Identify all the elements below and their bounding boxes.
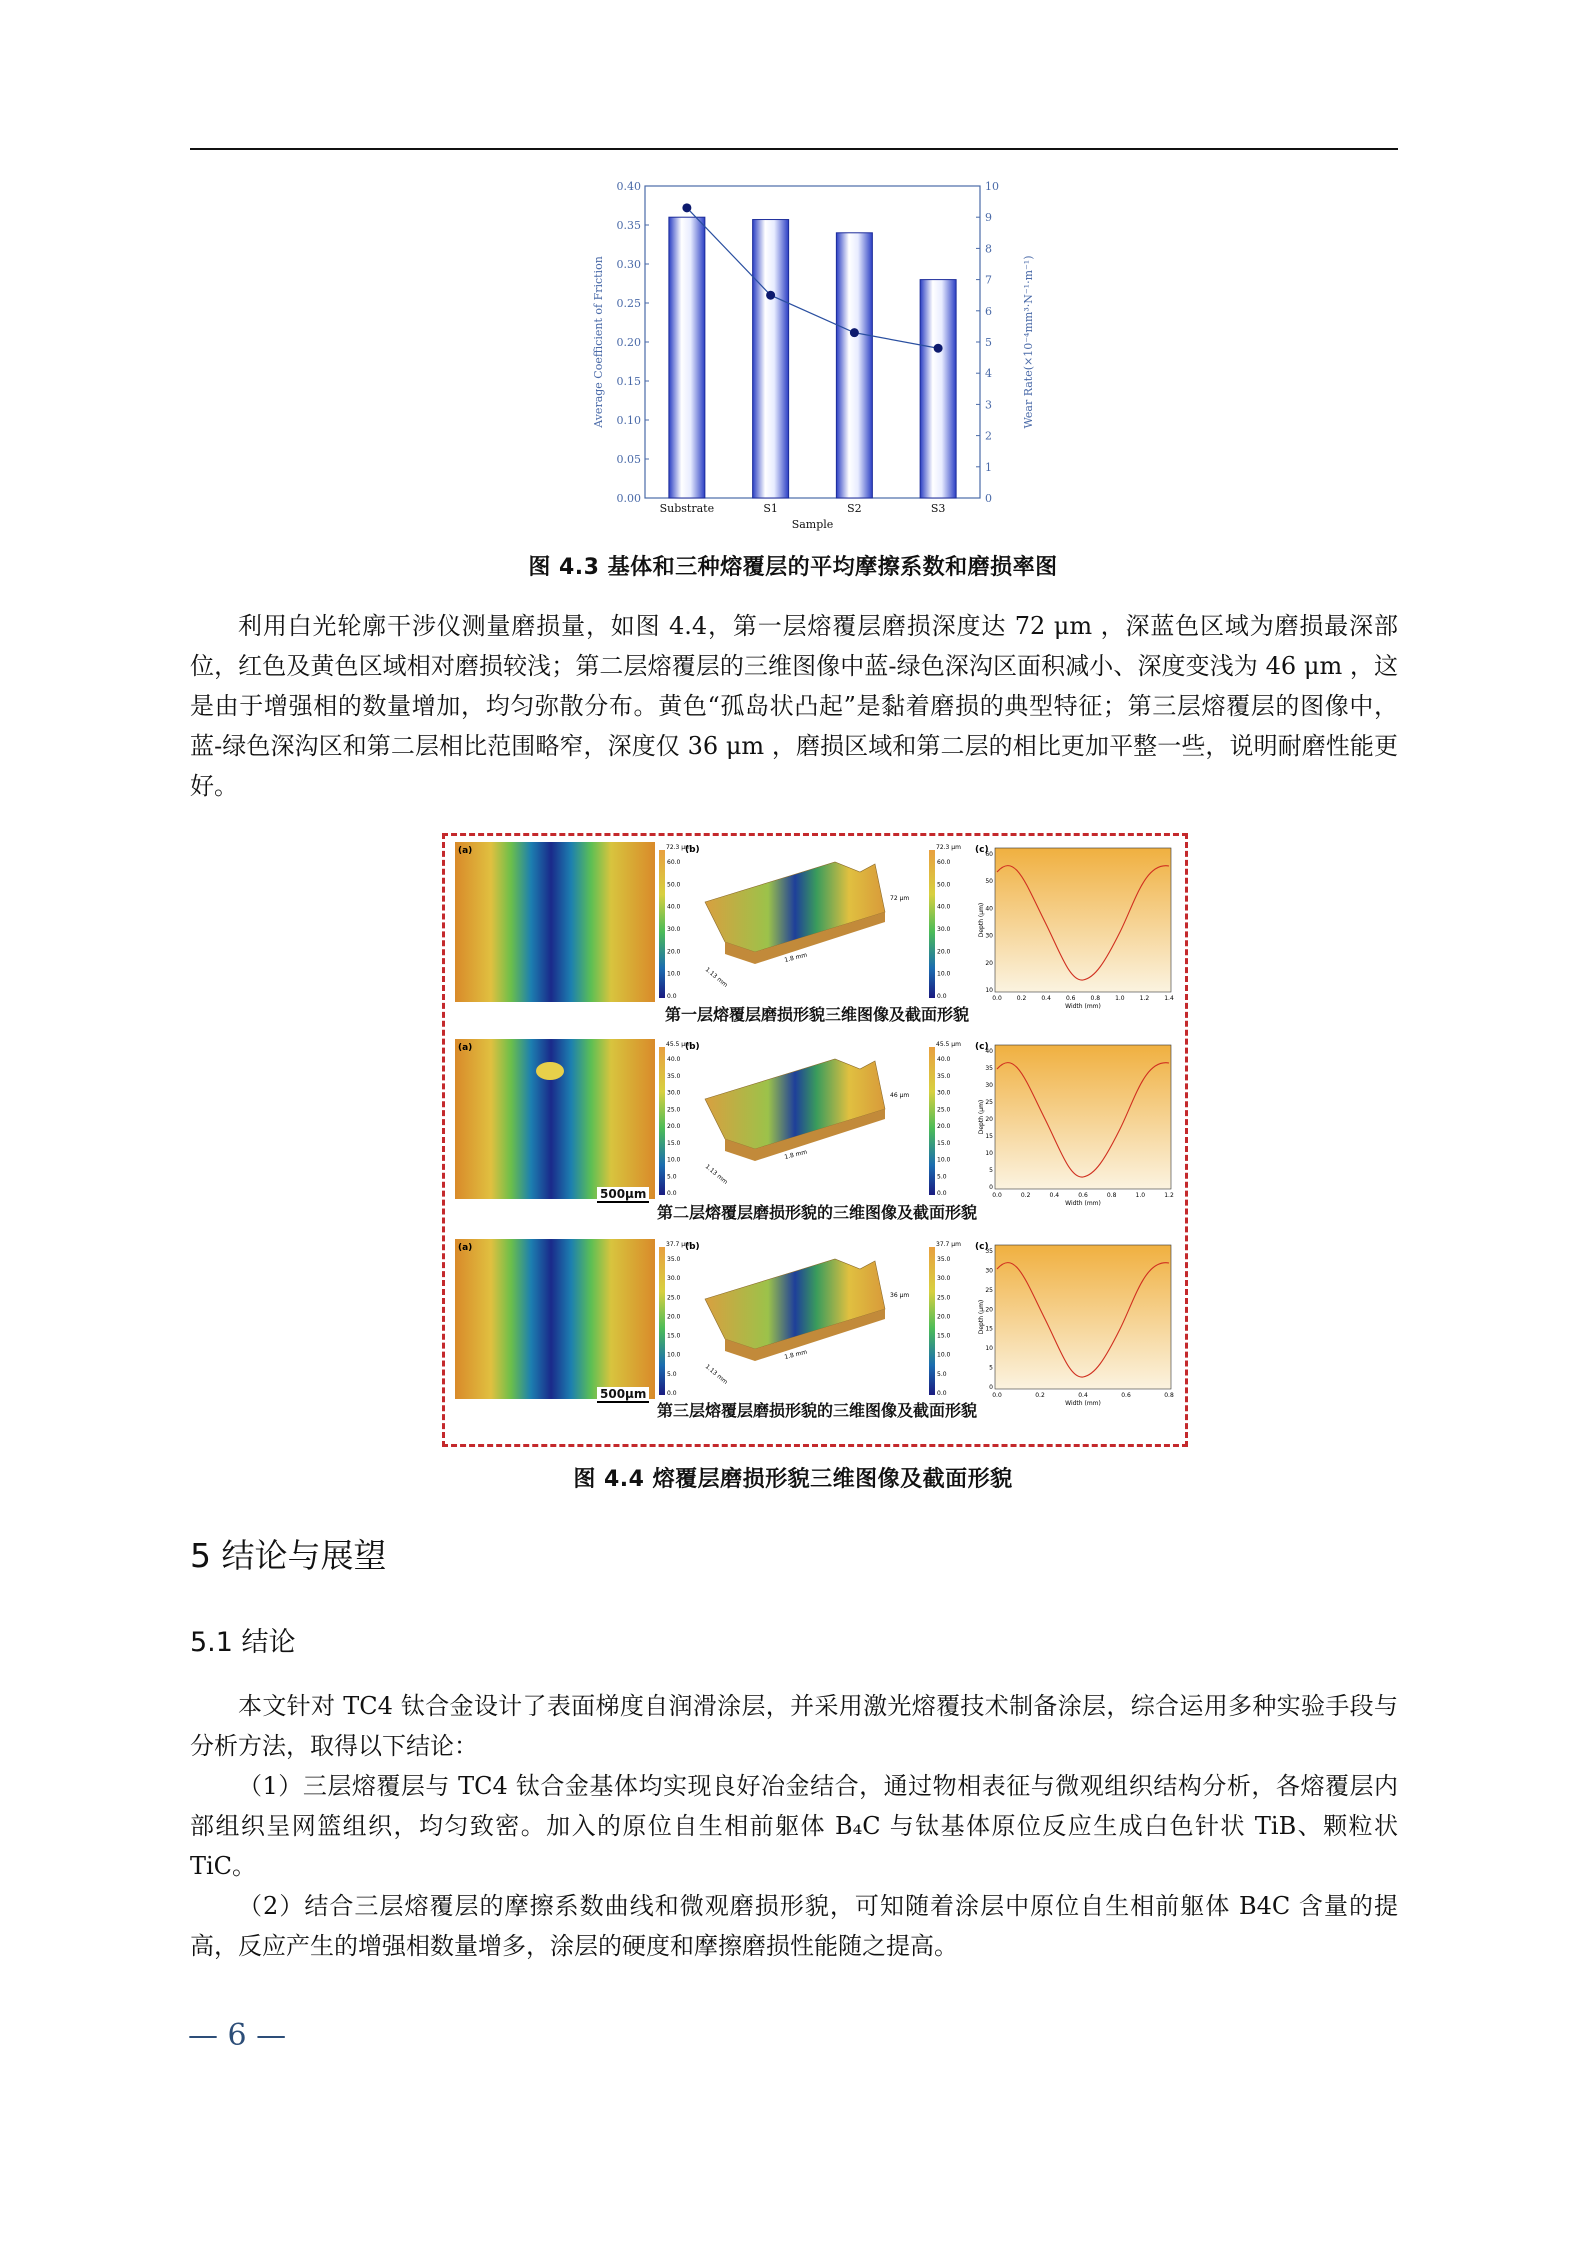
profile-y-label: Depth (μm) xyxy=(978,902,985,938)
wear-3d-1 xyxy=(685,842,925,1002)
colorbar-tick: 10.0 xyxy=(937,970,951,978)
y-tick-label: 0.20 xyxy=(616,336,641,349)
colorbar-tick: 35.0 xyxy=(667,1072,681,1080)
colorbar-max: 45.5 μm xyxy=(936,1041,961,1048)
y-tick-label: 0.15 xyxy=(616,375,641,388)
colorbar-tick: 40.0 xyxy=(937,1056,951,1063)
axis-label-y: 1.13 mm xyxy=(703,1363,729,1386)
wear-3d-3 xyxy=(685,1239,925,1399)
profile-x-tick: 0.6 xyxy=(1065,995,1076,1002)
wear-rate-point-s3 xyxy=(934,344,943,353)
colorbar-tick: 0.0 xyxy=(667,1190,677,1197)
axis-label-x: 1.8 mm xyxy=(783,1148,808,1161)
colorbar-tick: 50.0 xyxy=(937,881,951,889)
wear-morphology-figure xyxy=(442,833,1188,1447)
panel-label-a: (a) xyxy=(458,1243,473,1253)
colorbar-tick: 10.0 xyxy=(937,1156,951,1164)
profile-y-tick: 5 xyxy=(989,1167,993,1174)
profile-x-tick: 0.8 xyxy=(1164,1392,1174,1399)
x-tick-label: S2 xyxy=(847,502,862,515)
colorbar-tick: 0.0 xyxy=(937,1390,947,1397)
wear-rate-point-substrate xyxy=(682,203,691,212)
conclusion-body xyxy=(190,1686,1398,1966)
colorbar-tick: 5.0 xyxy=(937,1173,947,1181)
z-label: 46 μm xyxy=(890,1092,910,1099)
profile-y-tick: 10 xyxy=(985,1345,993,1353)
profile-x-tick: 0.0 xyxy=(992,995,1002,1002)
colorbar-3d-3 xyxy=(927,1239,967,1399)
colorbar-max: 72.3 μm xyxy=(666,844,691,851)
panel-label-b: (b) xyxy=(685,845,700,855)
profile-y-tick: 5 xyxy=(989,1364,993,1372)
wear-surface xyxy=(705,1259,885,1349)
colorbar-tick: 25.0 xyxy=(937,1106,951,1114)
x-tick-label: S3 xyxy=(930,502,946,515)
colorbar-tick: 0.0 xyxy=(667,1390,677,1397)
y-tick-label: 0.40 xyxy=(616,180,641,193)
colorbar-tick: 25.0 xyxy=(667,1294,681,1302)
colorbar-tick: 15.0 xyxy=(937,1139,951,1147)
profile-x-tick: 0.4 xyxy=(1078,1392,1088,1399)
colorbar-tick: 20.0 xyxy=(667,1313,681,1321)
axis-label-x: 1.8 mm xyxy=(783,951,808,964)
profile-x-tick: 0.2 xyxy=(1020,1192,1031,1199)
colorbar-tick: 20.0 xyxy=(937,1123,951,1130)
bar-s2 xyxy=(836,233,872,498)
profile-x-tick: 0.8 xyxy=(1090,995,1101,1002)
map-image xyxy=(455,842,655,1002)
profile-x-tick: 0.8 xyxy=(1106,1192,1117,1199)
colorbar-tick: 30.0 xyxy=(667,1275,681,1283)
profile-y-label: Depth (μm) xyxy=(978,1099,985,1135)
row-caption-3: 第三层熔覆层磨损形貌的三维图像及截面形貌 xyxy=(656,1401,977,1420)
profile-x-tick: 0.2 xyxy=(1035,1392,1045,1399)
profile-x-tick: 0.0 xyxy=(992,1392,1002,1399)
colorbar-max: 72.3 μm xyxy=(936,844,961,851)
colorbar-tick: 30.0 xyxy=(937,1089,951,1097)
colorbar-tick: 15.0 xyxy=(937,1332,951,1340)
panel-label-a: (a) xyxy=(458,846,473,856)
colorbar-tick: 15.0 xyxy=(667,1332,681,1340)
colorbar-tick: 5.0 xyxy=(937,1370,947,1378)
colorbar-tick: 20.0 xyxy=(937,1313,951,1321)
y2-tick-label: 1 xyxy=(985,460,992,474)
map-image xyxy=(455,1239,655,1399)
colorbar-scale xyxy=(929,1247,935,1395)
bar-s3 xyxy=(920,280,956,498)
colorbar-tick: 35.0 xyxy=(937,1256,951,1263)
wear-row-3 xyxy=(455,1239,1179,1420)
profile-y-tick: 10 xyxy=(985,987,993,994)
wear-surface xyxy=(705,862,885,952)
y2-tick-label: 4 xyxy=(985,367,992,381)
colorbar-tick: 10.0 xyxy=(667,970,681,978)
figure-4-3-caption: 图 4.3 基体和三种熔覆层的平均摩擦系数和磨损率图 xyxy=(528,555,1058,580)
wear-3d-2 xyxy=(685,1039,925,1199)
colorbar-tick: 20.0 xyxy=(667,948,681,956)
colorbar-tick: 60.0 xyxy=(667,859,681,866)
z-label: 72 μm xyxy=(890,895,910,902)
profile-x-tick: 1.0 xyxy=(1115,995,1125,1002)
profile-y-tick: 40 xyxy=(985,1048,993,1055)
panel-label-b: (b) xyxy=(685,1242,700,1252)
profile-x-tick: 1.2 xyxy=(1139,995,1150,1002)
x-tick-label: Substrate xyxy=(659,502,715,515)
y2-tick-label: 5 xyxy=(985,336,992,349)
profile-y-tick: 30 xyxy=(985,1082,993,1089)
colorbar-tick: 30.0 xyxy=(667,1089,681,1097)
profile-y-label: Depth (μm) xyxy=(978,1299,985,1335)
wear-row-2 xyxy=(455,1039,1179,1222)
colorbar-scale xyxy=(659,1047,665,1195)
bar-substrate xyxy=(669,217,705,498)
colorbar-scale xyxy=(929,850,935,998)
panel-label-c: (c) xyxy=(975,845,989,855)
wear-rate-point-s2 xyxy=(850,328,859,337)
y-tick-label: 0.35 xyxy=(616,219,641,232)
subsection-heading-5-1: 5.1 结论 xyxy=(190,1627,296,1658)
y2-tick-label: 3 xyxy=(985,398,992,412)
panel-label-b: (b) xyxy=(685,1042,700,1052)
profile-x-tick: 0.4 xyxy=(1049,1192,1060,1199)
axis-label-x: 1.8 mm xyxy=(783,1348,808,1361)
axis-label-y: 1.13 mm xyxy=(703,1163,729,1186)
y-tick-label: 0.25 xyxy=(616,297,641,310)
conclusion-item-2: （2）结合三层熔覆层的摩擦系数曲线和微观磨损形貌，可知随着涂层中原位自生相前躯体 B4C 含量的提高，反应产生的增强相数量增多，涂层的硬度和摩擦磨损性能随之提高。 xyxy=(190,1892,1398,1960)
x-tick-label: S1 xyxy=(763,502,778,515)
colorbar-tick: 0.0 xyxy=(937,993,947,1000)
profile-y-tick: 40 xyxy=(985,905,993,913)
colorbar-tick: 10.0 xyxy=(937,1351,951,1359)
profile-y-tick: 15 xyxy=(985,1325,993,1333)
colorbar-tick: 0.0 xyxy=(937,1190,947,1197)
y2-tick-label: 10 xyxy=(985,180,999,193)
y2-tick-label: 9 xyxy=(985,211,992,225)
page-number: — 6 — xyxy=(188,2018,287,2053)
colorbar-tick: 15.0 xyxy=(667,1139,681,1147)
conclusion-item-1: （1）三层熔覆层与 TC4 钛合金基体均实现良好冶金结合，通过物相表征与微观组织结构分析，各熔覆层内部组织呈网篮组织，均匀致密。加入的原位自生相前躯体 B₄C 与钛基体原位反应生成白色针状 TiB、颗粒状 TiC。 xyxy=(190,1772,1398,1880)
profile-y-tick: 30 xyxy=(985,1267,993,1275)
colorbar-tick: 30.0 xyxy=(667,926,681,933)
panel-label-a: (a) xyxy=(458,1043,473,1053)
profile-plot-area xyxy=(995,848,1171,992)
colorbar-tick: 10.0 xyxy=(667,1351,681,1359)
profile-x-tick: 1.2 xyxy=(1164,1192,1174,1199)
profile-plot-area xyxy=(995,1245,1171,1389)
scale-bar: 500μm xyxy=(597,1187,649,1203)
depth-profile-3 xyxy=(975,1239,1175,1409)
depth-profile-1 xyxy=(975,842,1175,1012)
colorbar-tick: 30.0 xyxy=(937,1275,951,1283)
y2-tick-label: 6 xyxy=(985,304,992,318)
depth-profile-2 xyxy=(975,1039,1175,1209)
y-tick-label: 0.30 xyxy=(616,258,641,271)
profile-y-tick: 30 xyxy=(985,932,993,940)
y2-tick-label: 2 xyxy=(985,429,992,443)
profile-x-tick: 0.2 xyxy=(1016,995,1027,1002)
colorbar-scale xyxy=(929,1047,935,1195)
profile-x-tick: 0.6 xyxy=(1078,1192,1088,1199)
colorbar-max: 37.7 μm xyxy=(936,1241,961,1248)
colorbar-tick: 0.0 xyxy=(667,993,677,1000)
profile-y-tick: 50 xyxy=(985,878,993,886)
profile-x-tick: 0.6 xyxy=(1121,1392,1131,1399)
y-tick-label: 0.05 xyxy=(616,453,641,466)
colorbar-max: 37.7 μm xyxy=(666,1241,691,1248)
colorbar-tick: 50.0 xyxy=(667,881,681,889)
profile-y-tick: 20 xyxy=(985,959,993,967)
colorbar-tick: 25.0 xyxy=(937,1294,951,1302)
adhesion-island xyxy=(536,1062,564,1080)
row-caption-2: 第二层熔覆层磨损形貌的三维图像及截面形貌 xyxy=(656,1203,977,1222)
wear-row-1 xyxy=(455,842,1179,1024)
colorbar-scale xyxy=(659,1247,665,1395)
colorbar-tick: 40.0 xyxy=(667,903,681,911)
wear-map-2 xyxy=(455,1039,655,1199)
colorbar-tick: 5.0 xyxy=(667,1370,677,1378)
colorbar-scale xyxy=(659,850,665,998)
colorbar-max: 45.5 μm xyxy=(666,1041,691,1048)
colorbar-tick: 40.0 xyxy=(667,1056,681,1063)
conclusion-intro: 本文针对 TC4 钛合金设计了表面梯度自润滑涂层，并采用激光熔覆技术制备涂层，综合运用多种实验手段与分析方法，取得以下结论： xyxy=(190,1692,1398,1760)
profile-x-tick: 1.0 xyxy=(1135,1192,1146,1199)
panel-label-c: (c) xyxy=(975,1242,989,1252)
y2-tick-label: 7 xyxy=(985,273,992,287)
bar-s1 xyxy=(753,220,789,498)
section-heading-5: 5 结论与展望 xyxy=(190,1536,387,1575)
profile-x-label: Width (mm) xyxy=(1065,1003,1101,1010)
colorbar-tick: 5.0 xyxy=(667,1173,677,1181)
colorbar-tick: 35.0 xyxy=(667,1256,681,1263)
profile-y-tick: 25 xyxy=(985,1286,993,1294)
figure-4-4-caption: 图 4.4 熔覆层磨损形貌三维图像及截面形貌 xyxy=(573,1467,1013,1492)
colorbar-tick: 20.0 xyxy=(667,1123,681,1130)
z-label: 36 μm xyxy=(890,1292,910,1299)
y2-tick-label: 0 xyxy=(985,492,992,505)
profile-y-tick: 0 xyxy=(989,1384,993,1391)
profile-y-tick: 60 xyxy=(985,851,993,858)
colorbar-tick: 30.0 xyxy=(937,926,951,933)
profile-x-tick: 0.0 xyxy=(992,1192,1002,1199)
wear-map-3 xyxy=(455,1239,655,1399)
colorbar-tick: 35.0 xyxy=(937,1072,951,1080)
profile-y-tick: 0 xyxy=(989,1184,993,1191)
colorbar-tick: 20.0 xyxy=(937,948,951,956)
row-caption-1: 第一层熔覆层磨损形貌三维图像及截面形貌 xyxy=(664,1005,969,1024)
x-axis-label: Sample xyxy=(791,518,834,531)
profile-x-tick: 0.4 xyxy=(1041,995,1051,1002)
profile-x-tick: 1.4 xyxy=(1164,995,1174,1002)
profile-plot-area xyxy=(995,1045,1171,1189)
wear-surface xyxy=(705,1059,885,1149)
y2-tick-label: 8 xyxy=(985,242,992,256)
profile-y-tick: 35 xyxy=(985,1248,993,1255)
y-tick-label: 0.10 xyxy=(616,414,641,427)
axis-label-y: 1.13 mm xyxy=(703,966,729,989)
paragraph-text: 利用白光轮廓干涉仪测量磨损量，如图 4.4，第一层熔覆层磨损深度达 72 μm ，深蓝色区域为磨损最深部位，红色及黄色区域相对磨损较浅；第二层熔覆层的三维图像中蓝-绿色深沟区面积减小、深度变浅为 46 μm ，这是由于增强相的数量增加，均匀弥散分布。黄色“孤岛状凸起”是黏着磨损的典型特征；第三层熔覆层的图像中，蓝-绿色深沟区和第二层相比范围略窄，深度仅 36 μm ，磨损区域和第二层的相比更加平整一些，说明耐磨性能更好。 xyxy=(190,612,1398,800)
profile-x-label: Width (mm) xyxy=(1065,1400,1101,1407)
colorbar-tick: 10.0 xyxy=(667,1156,681,1164)
scale-bar: 500μm xyxy=(597,1387,649,1403)
y-axis-label: Average Coefficient of Friction xyxy=(592,256,605,428)
profile-y-tick: 10 xyxy=(985,1150,993,1157)
colorbar-tick: 40.0 xyxy=(937,903,951,911)
profile-y-tick: 25 xyxy=(985,1099,993,1106)
colorbar-tick: 60.0 xyxy=(937,859,951,866)
header-rule xyxy=(190,148,1398,150)
profile-y-tick: 20 xyxy=(985,1116,993,1123)
y2-axis-label: Wear Rate(×10⁻⁴mm³·N⁻¹·m⁻¹) xyxy=(1022,255,1035,429)
panel-label-c: (c) xyxy=(975,1042,989,1052)
wear-rate-point-s1 xyxy=(766,291,775,300)
friction-wear-chart xyxy=(580,170,1050,540)
profile-y-tick: 15 xyxy=(985,1133,993,1140)
colorbar-3d-2 xyxy=(927,1039,967,1199)
wear-map-1 xyxy=(455,842,655,1002)
profile-x-label: Width (mm) xyxy=(1065,1200,1101,1207)
paragraph-wear-analysis xyxy=(190,606,1398,806)
y-tick-label: 0.00 xyxy=(616,492,641,505)
profile-y-tick: 35 xyxy=(985,1065,993,1072)
colorbar-tick: 25.0 xyxy=(667,1106,681,1114)
profile-y-tick: 20 xyxy=(985,1306,993,1314)
colorbar-3d-1 xyxy=(927,842,967,1002)
